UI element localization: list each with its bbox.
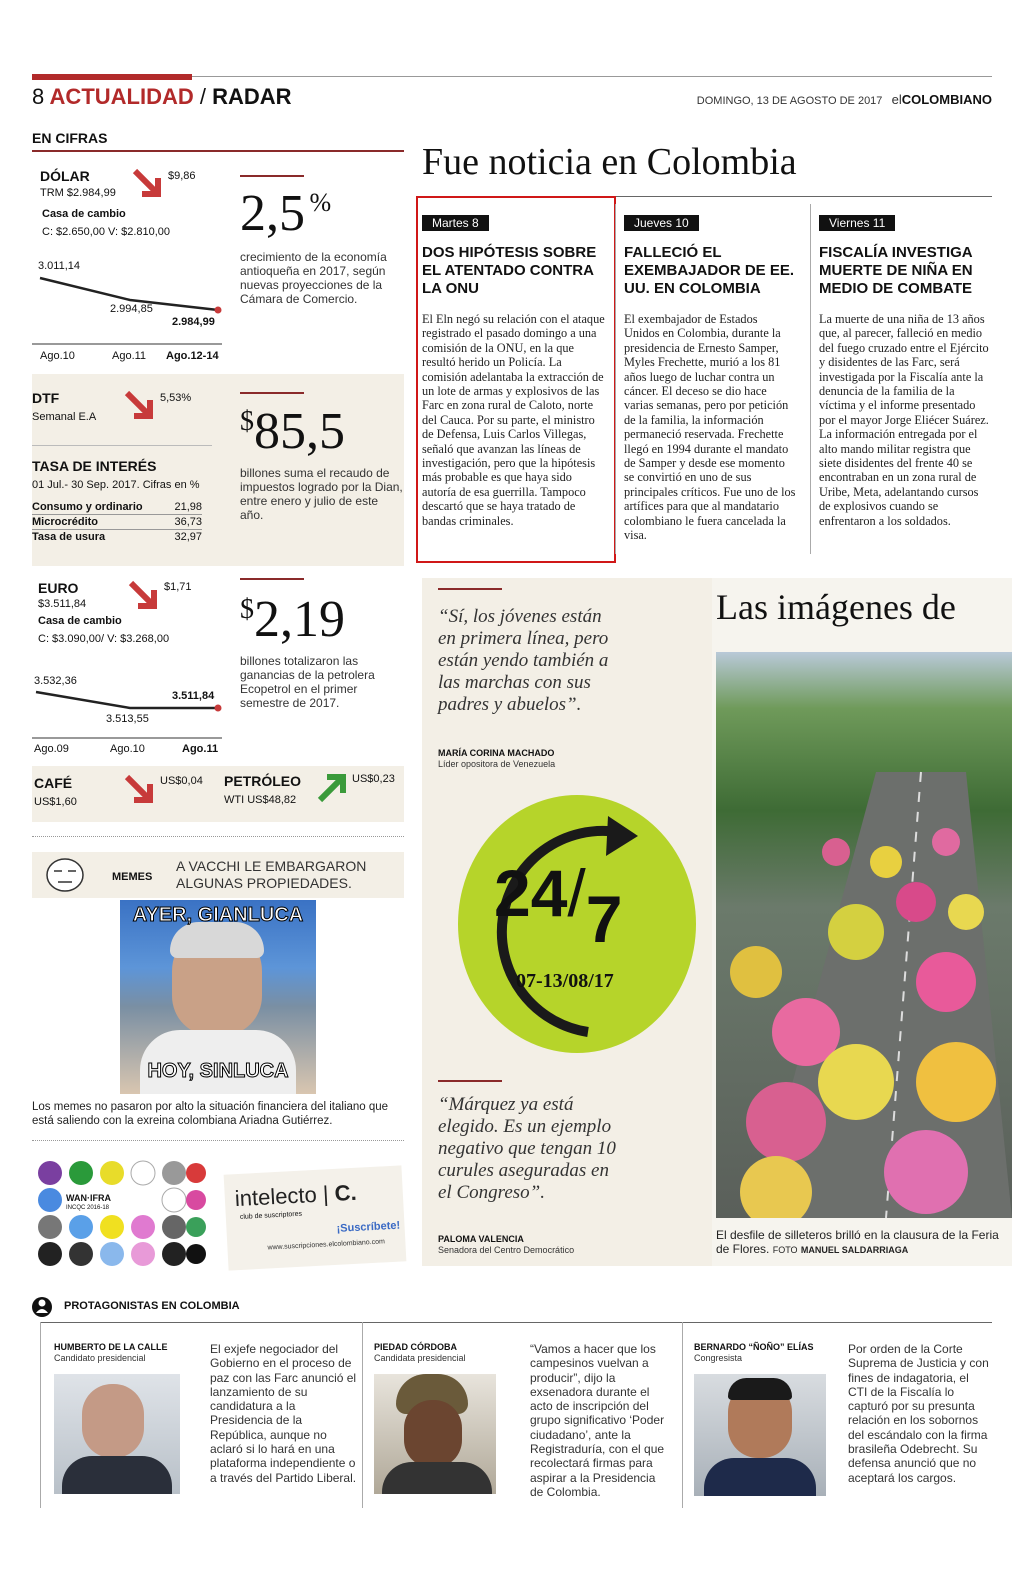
stat2-value: 85,5: [254, 403, 345, 460]
table-row: [32, 500, 202, 515]
memes-tag: MEMES: [112, 871, 153, 883]
quote2-rule: [438, 1080, 502, 1082]
meme-image: [120, 900, 316, 1094]
euro-price: $3.511,84: [38, 598, 87, 610]
section-color-bar: [32, 74, 192, 80]
euro-cv: C: $3.090,00/ V: $3.268,00: [38, 633, 170, 645]
ad-logo-part2: IFRA: [90, 1193, 111, 1203]
protagonist-name: PIEDAD CÓRDOBA: [374, 1342, 458, 1352]
protagonist-role: Candidato presidencial: [54, 1353, 146, 1363]
brand-name: COLOMBIANO: [901, 92, 992, 107]
silleteros-photo: [716, 652, 1012, 1218]
avatar-suit: [62, 1456, 172, 1494]
news-title: Fue noticia en Colombia: [422, 141, 797, 183]
dolar-point-2: 2.994,85: [110, 303, 153, 315]
stat3-rule: [240, 578, 304, 580]
news-item-1: [422, 214, 606, 528]
stat3-caption: billones totalizaron las ganancias de la petrolera Ecopetrol en el primer semestre de 2017.: [240, 654, 375, 710]
dtf-change: 5,53%: [160, 392, 192, 404]
brand-prefix: el: [891, 92, 902, 107]
cafe-price: US$1,60: [34, 796, 77, 808]
ad-cta[interactable]: ¡Suscríbete!: [336, 1219, 401, 1235]
stat1: [240, 185, 332, 242]
protagonist-name: BERNARDO “ÑOÑO” ELÍAS: [694, 1342, 814, 1352]
commodities-panel: [32, 766, 404, 822]
avatar-hair: [728, 1378, 792, 1400]
petroleo-change: US$0,23: [352, 773, 395, 785]
quote1-rule: [438, 588, 502, 590]
table-row: [32, 530, 202, 544]
protagonist-role: Candidata presidencial: [374, 1353, 466, 1363]
dolar-label: DÓLAR: [40, 168, 90, 184]
dolar-casa: Casa de cambio: [42, 208, 126, 220]
quote1-text: “Sí, los jóvenes están en primera línea, pero están yendo también a las marchas con sus padres y abuelos”.: [438, 606, 609, 715]
meme-face-icon: [44, 856, 86, 894]
euro-point-2: 3.513,55: [106, 713, 149, 725]
quote1-role: Líder opositora de Venezuela: [438, 759, 556, 769]
ad-logo: WAN·IFRA: [66, 1193, 111, 1203]
meme-top-text: AYER, GIANLUCA: [132, 904, 304, 926]
avatar-dress: [382, 1462, 492, 1494]
protagonist-name: HUMBERTO DE LA CALLE: [54, 1342, 168, 1352]
badge-number: 24/7: [494, 856, 623, 956]
date: DOMINGO, 13 DE AGOSTO DE 2017: [696, 95, 883, 107]
news-headline: FISCALÍA INVESTIGA MUERTE DE NIÑA EN MEDIO DE COMBATE: [819, 244, 973, 297]
badge-dates: 07-13/08/17: [516, 970, 614, 992]
credit-label: FOTO: [772, 1245, 798, 1255]
dtf-label: DTF: [32, 390, 60, 406]
page-number: 8: [32, 84, 45, 109]
ad-url[interactable]: www.suscripciones.elcolombiano.com: [267, 1238, 386, 1252]
stat2-caption: billones suma el recaudo de impuestos logrado por la Dian, entre enero y julio de este año.: [240, 466, 403, 522]
subscription-ad[interactable]: [224, 1165, 407, 1270]
stat1-rule: [240, 175, 304, 177]
tasa-table: [32, 500, 202, 544]
stat2-prefix: $: [240, 406, 254, 437]
euro-point-3: 3.511,84: [172, 690, 215, 702]
cafe-change: US$0,04: [160, 775, 203, 787]
quote2-name: PALOMA VALENCIA: [438, 1234, 524, 1244]
dolar-cv: C: $2.650,00 V: $2.810,00: [42, 226, 171, 238]
dtf-sub: Semanal E.A: [32, 411, 97, 423]
euro-point-1: 3.532,36: [34, 675, 77, 687]
stat3-prefix: $: [240, 594, 254, 625]
news-body: El Eln negó su relación con el ataque registrado el pasado domingo a una comisión de la ONU, en la que resultó herido un Policía. La comisión adelantaba la extracción de un lote de armas y explosivos de las Farc en zona rural de Caloto, norte del Cauca. Por su parte, el ministro de Defensa, Luis Carlos Villegas, señaló que avanzan las líneas de investigación, pero que la hipótesis más probable es que haya sido autoría de esa guerrilla. Tampoco descartó que se haya tratado de bandas criminales.: [422, 312, 605, 528]
avatar-face: [82, 1384, 144, 1458]
protagonist-text: Por orden de la Corte Suprema de Justicia y con fines de indagatoria, el CTI de la Fiscalía lo capturó por su presunta relación en los sobornos del escándalo con la firma brasileña Odebrecht. Su defensa anunció que no aceptará los cargos.: [848, 1342, 989, 1485]
photo-credit: MANUEL SALDARRIAGA: [800, 1245, 909, 1255]
euro-x-3: Ago.11: [182, 743, 219, 755]
protagonistas-title: PROTAGONISTAS EN COLOMBIA: [64, 1300, 240, 1312]
column-divider: [615, 204, 616, 554]
dolar-x-2: Ago.11: [112, 350, 147, 362]
tasa-range: 01 Jul.- 30 Sep. 2017. Cifras en %: [32, 479, 200, 491]
cafe-label: CAFÉ: [34, 775, 73, 791]
ad-logo-sub: INCQC 2016-18: [66, 1205, 110, 1211]
memes-caption: Los memes no pasaron por alto la situación financiera del italiano que está saliendo con la exreina colombiana Ariadna Gutiérrez.: [32, 1101, 389, 1127]
protagonist-text: “Vamos a hacer que los campesinos vuelvan a producir”, dijo la exsenadora durante el acto de inscripción del grupo significativo ‘Poder ciudadano’, ante la Registraduría, con el que recolectará firmas para aspirar a la Presidencia de Colombia.: [530, 1342, 665, 1499]
avatar-suit: [704, 1458, 816, 1496]
euro-casa: Casa de cambio: [38, 615, 122, 627]
images-caption-block: [716, 1228, 1006, 1257]
tasa-row-name: Microcrédito: [32, 516, 99, 528]
avatar-face: [404, 1400, 462, 1468]
ad-logo-part1: WAN: [66, 1193, 87, 1203]
person-icon: [32, 1296, 52, 1318]
stat1-value: 2,5: [240, 185, 305, 242]
stat3: [240, 591, 345, 648]
news-day: Viernes 11: [819, 215, 895, 231]
stat2-rule: [240, 392, 304, 394]
stat2: [240, 403, 345, 460]
tasa-row-name: Consumo y ordinario: [32, 501, 143, 513]
stat1-caption: crecimiento de la economía antioqueña en 2017, según nuevas proyecciones de la Cámara de Comercio.: [240, 250, 387, 306]
news-headline: FALLECIÓ EL EXEMBAJADOR DE EE. UU. EN COLOMBIA: [624, 244, 795, 297]
news-body: El exembajador de Estados Unidos en Colombia, durante la presidencia de Ernesto Samper, Myles Frechette, murió a los 81 años luego de luchar contra un cáncer. El deceso se dio hace varias semanas, pero por petición de la familia, la información permaneció reservada. Frechette llegó en 1994 durante el mandato de Samper y desde ese momento se convirtió en uno de sus principales críticos. Fue uno de los artífices para que al mandatario colombiano le fuera cancelada la visa.: [624, 312, 796, 543]
dolar-x-3: Ago.12-14: [166, 350, 219, 362]
dolar-trm: TRM $2.984,99: [40, 187, 116, 199]
meme-hair: [170, 922, 264, 958]
ad-brand: intelecto | C.: [234, 1179, 358, 1212]
petroleo-label: PETRÓLEO: [224, 773, 302, 789]
dolar-point-1: 3.011,14: [38, 260, 81, 272]
memes-headline: A VACCHI LE EMBARGARON ALGUNAS PROPIEDADES.: [176, 858, 367, 891]
color-dots-ad: [36, 1160, 206, 1270]
section-header: [32, 84, 292, 110]
news-item-2: [624, 214, 796, 543]
parade-graphic: [716, 652, 1012, 1218]
cifras-title: EN CIFRAS: [32, 130, 108, 146]
news-headline: DOS HIPÓTESIS SOBRE EL ATENTADO CONTRA LA ONU: [422, 244, 597, 297]
protagonist-text: El exjefe negociador del Gobierno en el proceso de paz con las Farc anunció el lanzamiento de su candidatura a la Presidencia de la República, aunque no aclaró si lo hará en una plataforma independiente o a través del Partido Liberal.: [210, 1342, 357, 1485]
section-separator: /: [199, 84, 206, 109]
tasa-row-value: 21,98: [174, 501, 202, 513]
quote2-role: Senadora del Centro Democrático: [438, 1245, 575, 1255]
dateline: [697, 92, 992, 107]
ad-brand-sub: club de suscriptores: [239, 1210, 303, 1221]
tasa-row-name: Tasa de usura: [32, 531, 106, 543]
tasa-title: TASA DE INTERÉS: [32, 458, 157, 474]
stat1-unit: %: [309, 188, 332, 217]
quote2-text: “Márquez ya está elegido. Es un ejemplo negativo que tengan 10 curules aseguradas en el Congreso”.: [438, 1094, 616, 1203]
news-item-3: [819, 214, 991, 528]
column-divider: [40, 1322, 41, 1508]
divider: [32, 445, 212, 446]
column-divider: [682, 1322, 683, 1508]
news-body: La muerte de una niña de 13 años que, al parecer, falleció en medio del fuego cruzado entre el Ejército y disidentes de las Farc, será investigada por la Fiscalía ante la denuncia de la familia de la víctima y el informe presentado por el mayor Jorge Eliécer Suárez. La información entregada por el alto mando militar registra que siete disidentes del frente 40 se encontraban en un zona rural de Uribe, Meta, adelantando cursos de explosivos cuando se enfrentaron a los soldados.: [819, 312, 989, 528]
petroleo-price: WTI US$48,82: [224, 794, 297, 806]
column-divider: [810, 204, 811, 554]
dolar-point-3: 2.984,99: [172, 316, 215, 328]
tasa-row-value: 32,97: [174, 531, 202, 543]
arrow-down-icon: [132, 168, 164, 200]
divider: [32, 1140, 404, 1141]
arrow-down-icon: [124, 774, 156, 806]
section-name: ACTUALIDAD: [49, 84, 194, 109]
arrow-down-icon: [128, 580, 160, 612]
images-caption: El desfile de silleteros brilló en la clausura de la Feria de Flores.: [716, 1228, 999, 1256]
news-day: Jueves 10: [624, 215, 699, 231]
avatar: [694, 1374, 826, 1496]
tasa-row-value: 36,73: [174, 516, 202, 528]
stat3-value: 2,19: [254, 591, 345, 648]
euro-change: $1,71: [164, 581, 192, 593]
protagonist-role: Congresista: [694, 1353, 743, 1363]
subsection-name: RADAR: [212, 84, 292, 109]
avatar: [54, 1374, 180, 1494]
avatar: [374, 1374, 496, 1494]
divider: [32, 836, 404, 837]
badge-top: 24: [494, 856, 568, 930]
quote1-name: MARÍA CORINA MACHADO: [438, 748, 555, 758]
euro-x-1: Ago.09: [34, 743, 69, 755]
color-dots-graphic: [36, 1160, 206, 1270]
euro-label: EURO: [38, 580, 79, 596]
news-day: Martes 8: [422, 215, 489, 231]
column-divider: [362, 1322, 363, 1508]
table-row: [32, 515, 202, 530]
cifras-rule: [32, 150, 404, 152]
protagonistas-rule: [40, 1322, 992, 1323]
arrow-up-icon: [316, 772, 348, 804]
euro-x-2: Ago.10: [110, 743, 145, 755]
dolar-change: $9,86: [168, 170, 196, 182]
ad-brand-mark: C.: [333, 1179, 358, 1206]
images-title: Las imágenes de: [716, 587, 956, 627]
arrow-down-icon: [124, 390, 156, 422]
meme-bottom-text: HOY, SINLUCA: [147, 1060, 289, 1082]
badge-bottom: 7: [585, 882, 623, 956]
dolar-x-1: Ago.10: [40, 350, 75, 362]
ad-brand-text: intelecto: [234, 1181, 318, 1212]
